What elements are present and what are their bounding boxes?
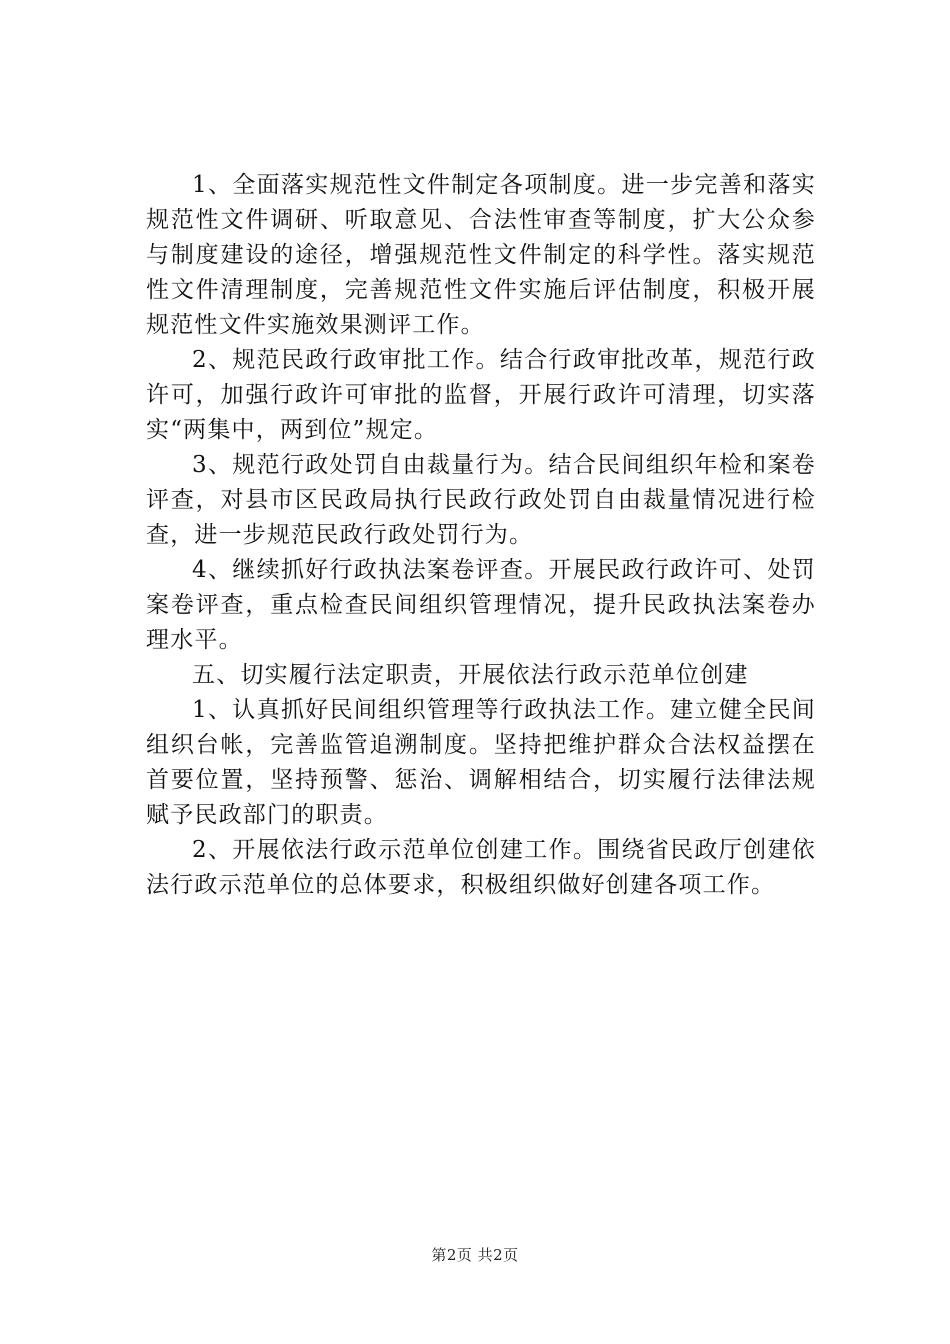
paragraph-case-file-review: 4、继续抓好行政执法案卷评查。开展民政行政许可、处罚案卷评查，重点检查民间组织管理情况，提升民政执法案卷办理水平。: [146, 557, 816, 653]
paragraph-demonstration-unit: 2、开展依法行政示范单位创建工作。围绕省民政厅创建依法行政示范单位的总体要求，积极组织做好创建各项工作。: [146, 837, 816, 898]
paragraph-normative-documents: 1、全面落实规范性文件制定各项制度。进一步完善和落实规范性文件调研、听取意见、合法性审查等制度，扩大公众参与制度建设的途径，增强规范性文件制定的科学性。落实规范性文件清理制度，完善规范性文件实施后评估制度，积极开展规范性文件实施效果测评工作。: [146, 172, 816, 338]
page-number-footer: 第2页 共2页: [431, 1246, 519, 1264]
paragraph-administrative-approval: 2、规范民政行政审批工作。结合行政审批改革，规范行政许可，加强行政许可审批的监督，开展行政许可清理，切实落实“两集中，两到位”规定。: [146, 347, 816, 443]
paragraph-civil-organization-management: 1、认真抓好民间组织管理等行政执法工作。建立健全民间组织台帐，完善监管追溯制度。坚持把维护群众合法权益摆在首要位置，坚持预警、惩治、调解相结合，切实履行法律法规赋予民政部门的职责。: [146, 697, 816, 828]
document-body: [146, 168, 816, 903]
paragraph-administrative-penalty: 3、规范行政处罚自由裁量行为。结合民间组织年检和案卷评查，对县市区民政局执行民政行政处罚自由裁量情况进行检查，进一步规范民政行政处罚行为。: [146, 452, 816, 548]
section-heading-five: 五、切实履行法定职责，开展依法行政示范单位创建: [192, 662, 749, 688]
